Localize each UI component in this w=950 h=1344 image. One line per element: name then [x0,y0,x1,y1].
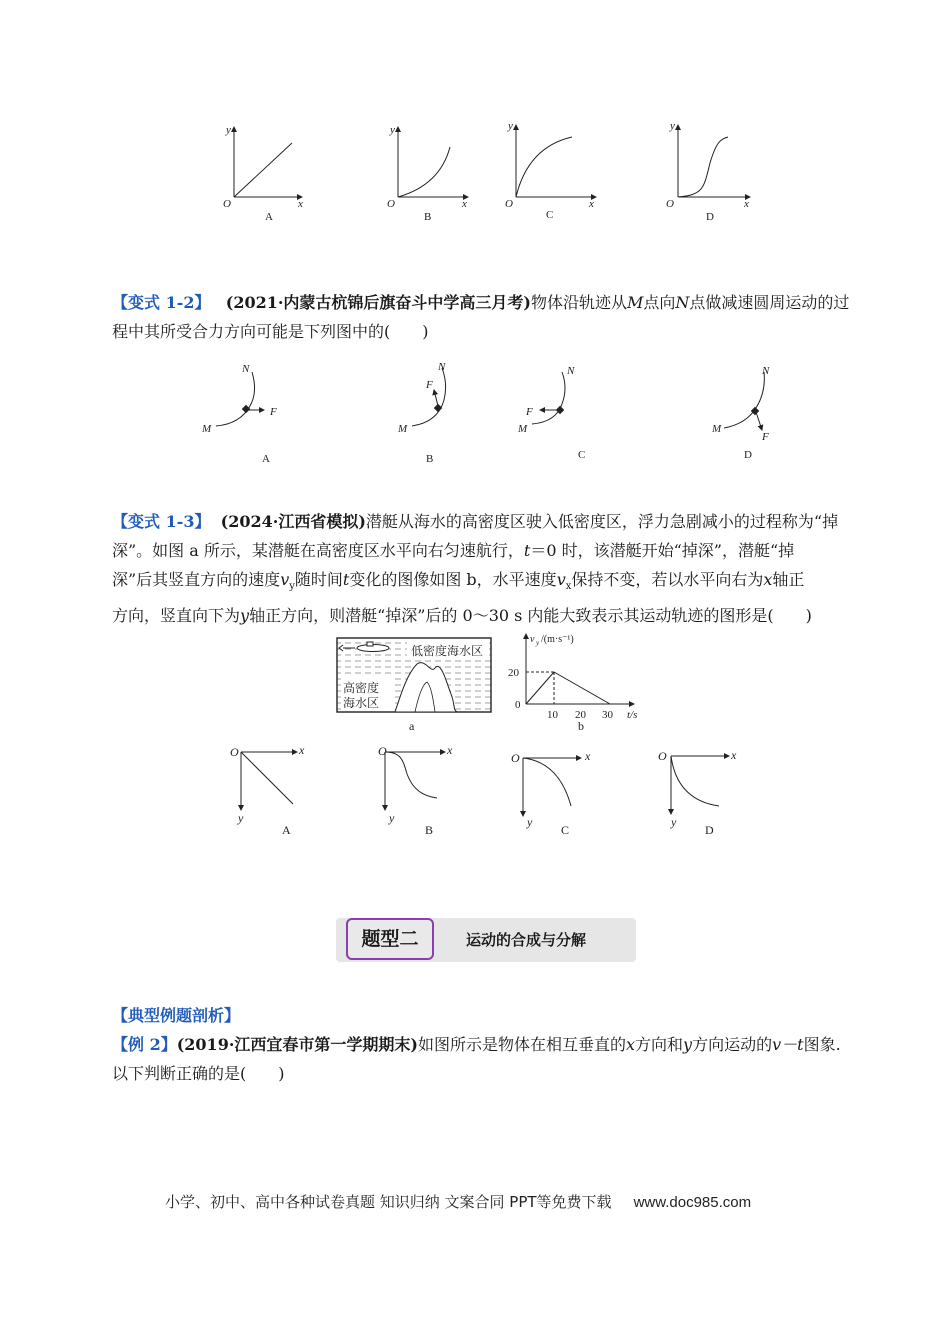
svg-text:x: x [585,749,591,763]
svg-text:x: x [744,198,749,210]
option-B [378,743,453,837]
svg-text:10: 10 [547,709,558,721]
force-fig-A [201,363,277,465]
footer-text: 小学、初中、高中各种试卷真题 知识归纳 文案合同 PPT等免费下载 [165,1193,612,1211]
section-type-badge: 题型二 [346,918,434,960]
svg-text:x: x [731,748,737,762]
high-density-label-1: 高密度 [343,681,380,695]
option-C [511,749,591,837]
graph-row-1 [210,115,770,230]
svg-text:y: y [389,811,395,825]
variant-tag: 【变式 1-2】 [112,293,211,312]
fig-b-label: b [578,719,584,733]
example-tag: 【例 2】 [112,1035,177,1054]
svg-text:x: x [299,743,305,757]
force-fig-C [517,365,585,461]
svg-text:O: O [666,198,674,210]
svg-text:N: N [242,363,250,375]
svg-text:N: N [438,361,446,373]
example-2: 【典型例题剖析】 【例 2】(2019·江西宜春市第一学期期末)如图所示是物体在相互垂直的x方向和y方向运动的v－t图象. 以下判断正确的是( ) [112,1006,841,1083]
svg-text:M: M [712,423,722,435]
graph-A [223,124,303,223]
svg-text:y: y [527,815,533,829]
label-B: B [424,211,432,223]
svg-text:F: F [270,406,277,418]
source: (2021·内蒙古杭锦后旗奋斗中学高三月考) [225,293,531,312]
force-fig-D [711,365,770,461]
svg-text:0: 0 [515,699,521,711]
origin: O [223,198,231,210]
axis-y: y [226,124,231,136]
svg-text:20: 20 [575,709,586,721]
svg-text:M: M [398,423,408,435]
svg-text:x: x [589,198,594,210]
svg-text:F: F [426,379,433,391]
svg-text:y: y [670,120,675,132]
footer-site-link[interactable]: www.doc985.com [633,1194,752,1211]
graph-D [666,120,750,223]
variant-1-2-question: 【变式 1-2】 (2021·内蒙古杭锦后旗奋斗中学高三月考)物体沿轨迹从M点向N点做减速圆周运动的过 程中其所受合力方向可能是下列图中的( ) [112,293,850,341]
svg-text:M: M [518,423,528,435]
svg-text:20: 20 [508,667,519,679]
low-density-label: 低密度海水区 [411,644,484,658]
svg-text:B: B [425,823,434,837]
figure-a-sea [335,634,495,734]
section-title: 运动的合成与分解 [466,931,587,949]
svg-text:y: y [390,124,395,136]
fig-a-label: a [409,719,415,733]
svg-text:N: N [567,365,575,377]
graph-B [387,124,468,223]
svg-text:O: O [505,198,513,210]
svg-text:N: N [762,365,770,377]
svg-text:D: D [705,823,714,837]
graph-C [505,120,596,221]
svg-text:t/s: t/s [627,709,638,721]
svg-text:A: A [262,453,270,465]
svg-text:O: O [511,751,520,765]
force-diagrams [190,358,790,468]
label-C: C [546,209,554,221]
axis-x: x [298,198,303,210]
svg-text:A: A [282,823,291,837]
svg-text:O: O [230,745,239,759]
svg-text:y: y [671,815,677,829]
figure-b-vy-t-graph [506,628,656,734]
svg-text:y: y [508,120,513,132]
svg-text:M: M [202,423,212,435]
svg-text:O: O [378,744,387,758]
svg-text:D: D [744,449,752,461]
svg-text:y: y [238,811,244,825]
svg-text:/(m·s⁻¹): /(m·s⁻¹) [541,634,574,645]
source: (2024·江西省模拟) [220,512,366,531]
svg-text:B: B [426,453,434,465]
svg-text:30: 30 [602,709,613,721]
svg-text:F: F [762,431,769,443]
svg-text:y: y [536,639,540,647]
svg-text:C: C [578,449,586,461]
svg-text:x: x [447,743,453,757]
source: (2019·江西宜春市第一学期期末) [176,1035,418,1054]
svg-text:C: C [561,823,570,837]
option-D [658,748,737,837]
typical-example-heading: 【典型例题剖析】 [112,1006,241,1025]
variant-1-3-question: 【变式 1-3】 (2024·江西省模拟)潜艇从海水的高密度区驶入低密度区，浮力急剧减小的过程称为“掉 深”。如图 a 所示，某潜艇在高密度区水平向右匀速航行，t＝0 时，该潜艇开始“掉深”，潜艇“掉 深”后其竖直方向的速度$v_y$随时间t变化的图像如图 b，水平速度$v_x$保持不变，若以水平向右为x轴正 方向，竖直向下为y轴正方向，则潜艇“掉深”后的 0～30 s 内能大致表示其运动轨迹的图形是( ) [112,512,839,626]
svg-text:x: x [462,198,467,210]
label-D: D [706,211,714,223]
svg-text:O: O [387,198,395,210]
high-density-label-2: 海水区 [343,696,380,710]
footer [165,1191,751,1212]
force-fig-B [397,361,446,465]
label-A: A [265,211,273,223]
variant-tag: 【变式 1-3】 [112,512,211,531]
option-A [230,743,305,837]
trajectory-options [225,740,745,840]
svg-text:F: F [526,406,533,418]
svg-text:v: v [530,634,535,645]
svg-text:O: O [658,749,667,763]
